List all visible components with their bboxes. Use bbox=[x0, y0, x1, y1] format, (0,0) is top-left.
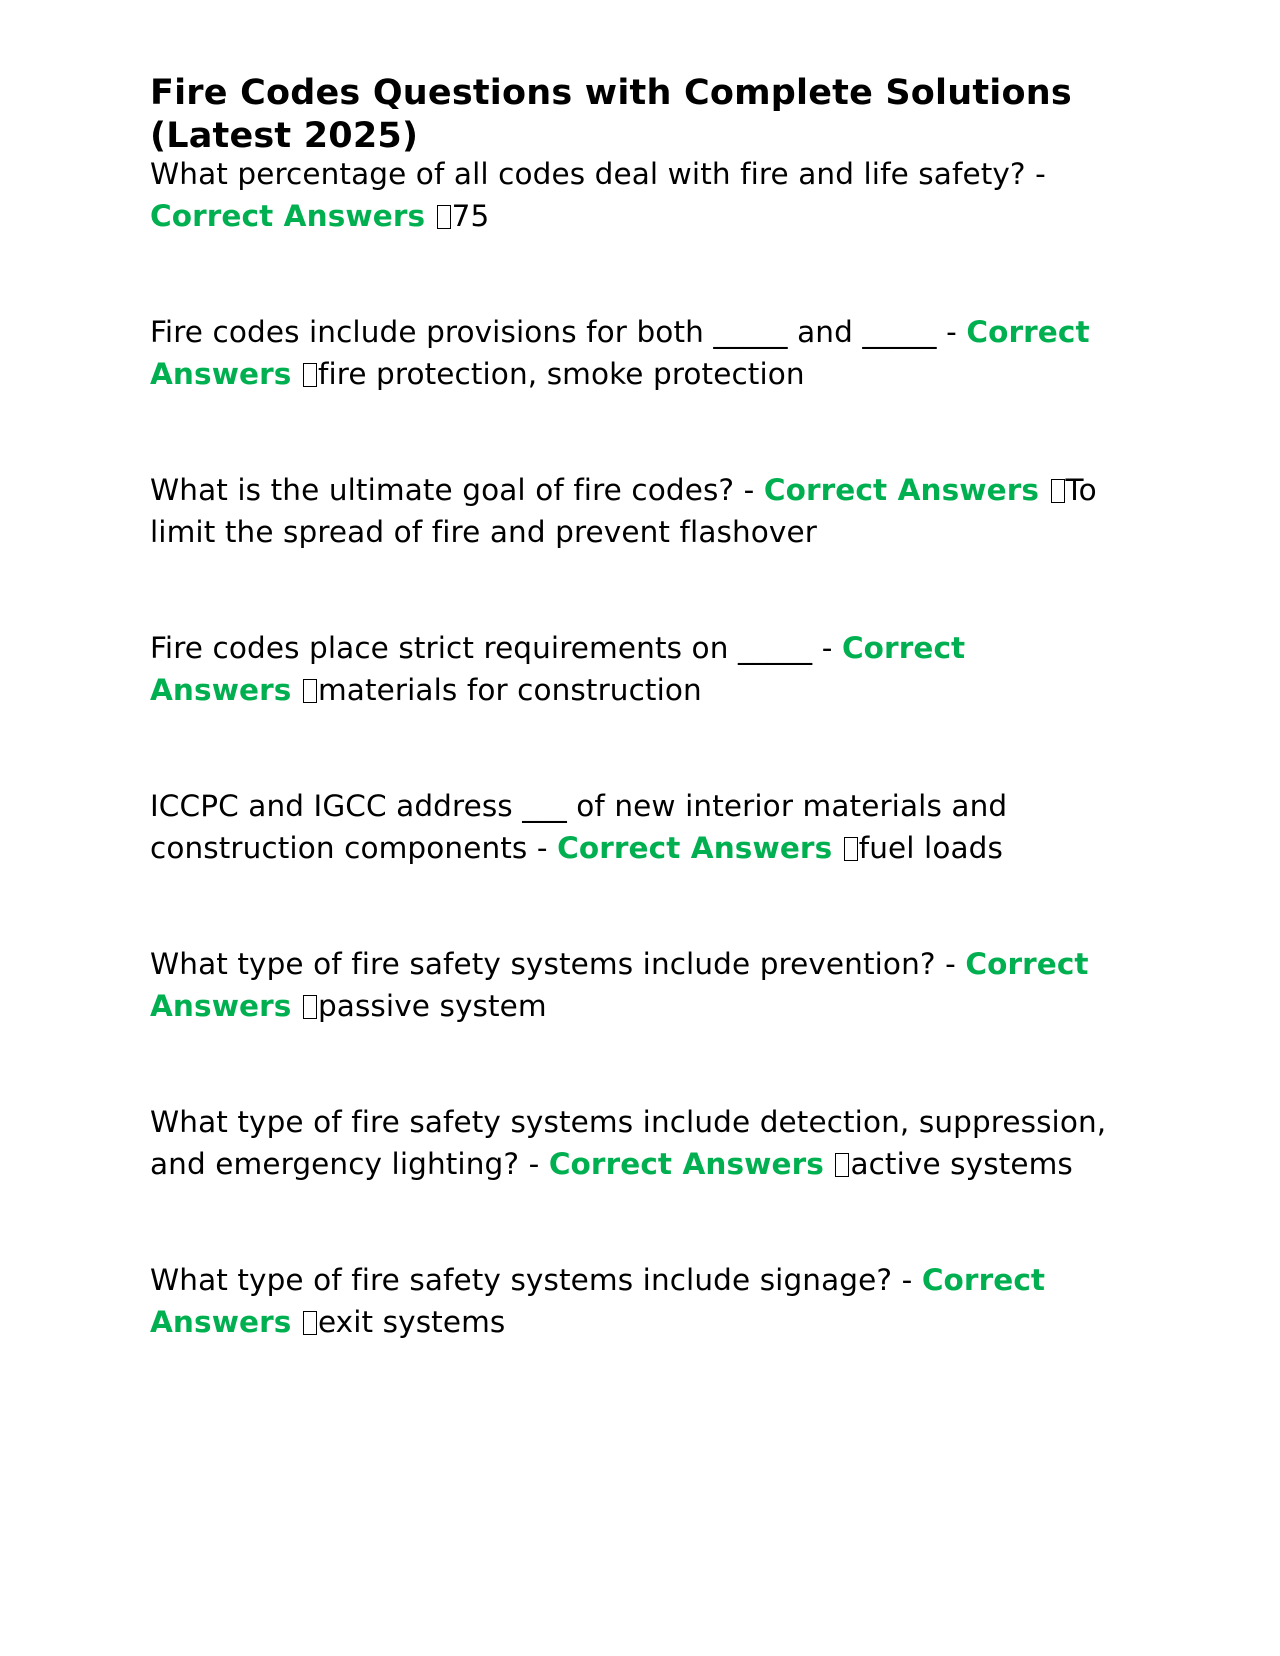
missing-glyph-box-icon bbox=[1051, 479, 1065, 503]
qa-item bbox=[150, 470, 1110, 553]
separator: - bbox=[892, 1263, 922, 1297]
qa-item bbox=[150, 786, 1110, 869]
correct-answers-label: Correct Answers bbox=[150, 947, 1089, 1023]
qa-item bbox=[150, 154, 1110, 237]
qa-item bbox=[150, 1102, 1110, 1185]
answer-text: materials for construction bbox=[317, 672, 702, 707]
missing-glyph-box-icon bbox=[303, 679, 317, 703]
answer-text: passive system bbox=[317, 988, 547, 1023]
answer-text: To limit the spread of fire and prevent flashover bbox=[150, 473, 1097, 549]
answer-text: exit systems bbox=[317, 1304, 506, 1339]
qa-item bbox=[150, 312, 1110, 395]
answer-text: fuel loads bbox=[858, 830, 1003, 865]
separator: - bbox=[812, 631, 842, 665]
question-text: Fire codes place strict requirements on _____ bbox=[150, 631, 813, 665]
correct-answers-label: Correct Answers bbox=[150, 315, 1090, 391]
correct-answers-label: Correct Answers bbox=[150, 1263, 1046, 1339]
answer-text: fire protection, smoke protection bbox=[317, 356, 805, 391]
question-text: Fire codes include provisions for both _____ and _____ bbox=[150, 315, 937, 349]
missing-glyph-box-icon bbox=[835, 1153, 849, 1177]
missing-glyph-box-icon bbox=[303, 995, 317, 1019]
correct-answers-label: Correct Answers bbox=[557, 830, 833, 865]
question-text: What type of fire safety systems include detection, suppression, and emergency lighting? bbox=[150, 1105, 1107, 1181]
question-text: What type of fire safety systems include signage? bbox=[150, 1263, 893, 1297]
separator: - bbox=[734, 473, 764, 507]
question-text: What is the ultimate goal of fire codes? bbox=[150, 473, 735, 507]
missing-glyph-box-icon bbox=[844, 837, 858, 861]
correct-answers-label: Correct Answers bbox=[763, 473, 1040, 507]
qa-item bbox=[150, 628, 1110, 711]
document-title: Fire Codes Questions with Complete Solutions (Latest 2025) bbox=[150, 73, 1072, 156]
separator: - bbox=[936, 315, 967, 349]
answer-text: 75 bbox=[451, 198, 490, 233]
qa-item bbox=[150, 944, 1110, 1027]
question-text: What type of fire safety systems include prevention? bbox=[150, 947, 936, 981]
correct-answers-label: Correct Answers bbox=[548, 1146, 824, 1181]
question-text: What percentage of all codes deal with fire and life safety? bbox=[150, 157, 1026, 191]
separator: - bbox=[527, 830, 558, 865]
separator: - bbox=[935, 947, 966, 981]
separator: - bbox=[519, 1146, 549, 1181]
missing-glyph-box-icon bbox=[303, 363, 317, 387]
question-text: ICCPC and IGCC address ___ of new interior materials and construction components bbox=[150, 789, 1008, 865]
correct-answers-label: Correct Answers bbox=[150, 198, 426, 233]
separator: - bbox=[1025, 157, 1046, 191]
missing-glyph-box-icon bbox=[437, 205, 451, 229]
answer-text: active systems bbox=[850, 1146, 1073, 1181]
document-page bbox=[150, 72, 1110, 1343]
correct-answers-label: Correct Answers bbox=[150, 631, 966, 707]
qa-item bbox=[150, 1260, 1110, 1343]
missing-glyph-box-icon bbox=[303, 1311, 317, 1335]
